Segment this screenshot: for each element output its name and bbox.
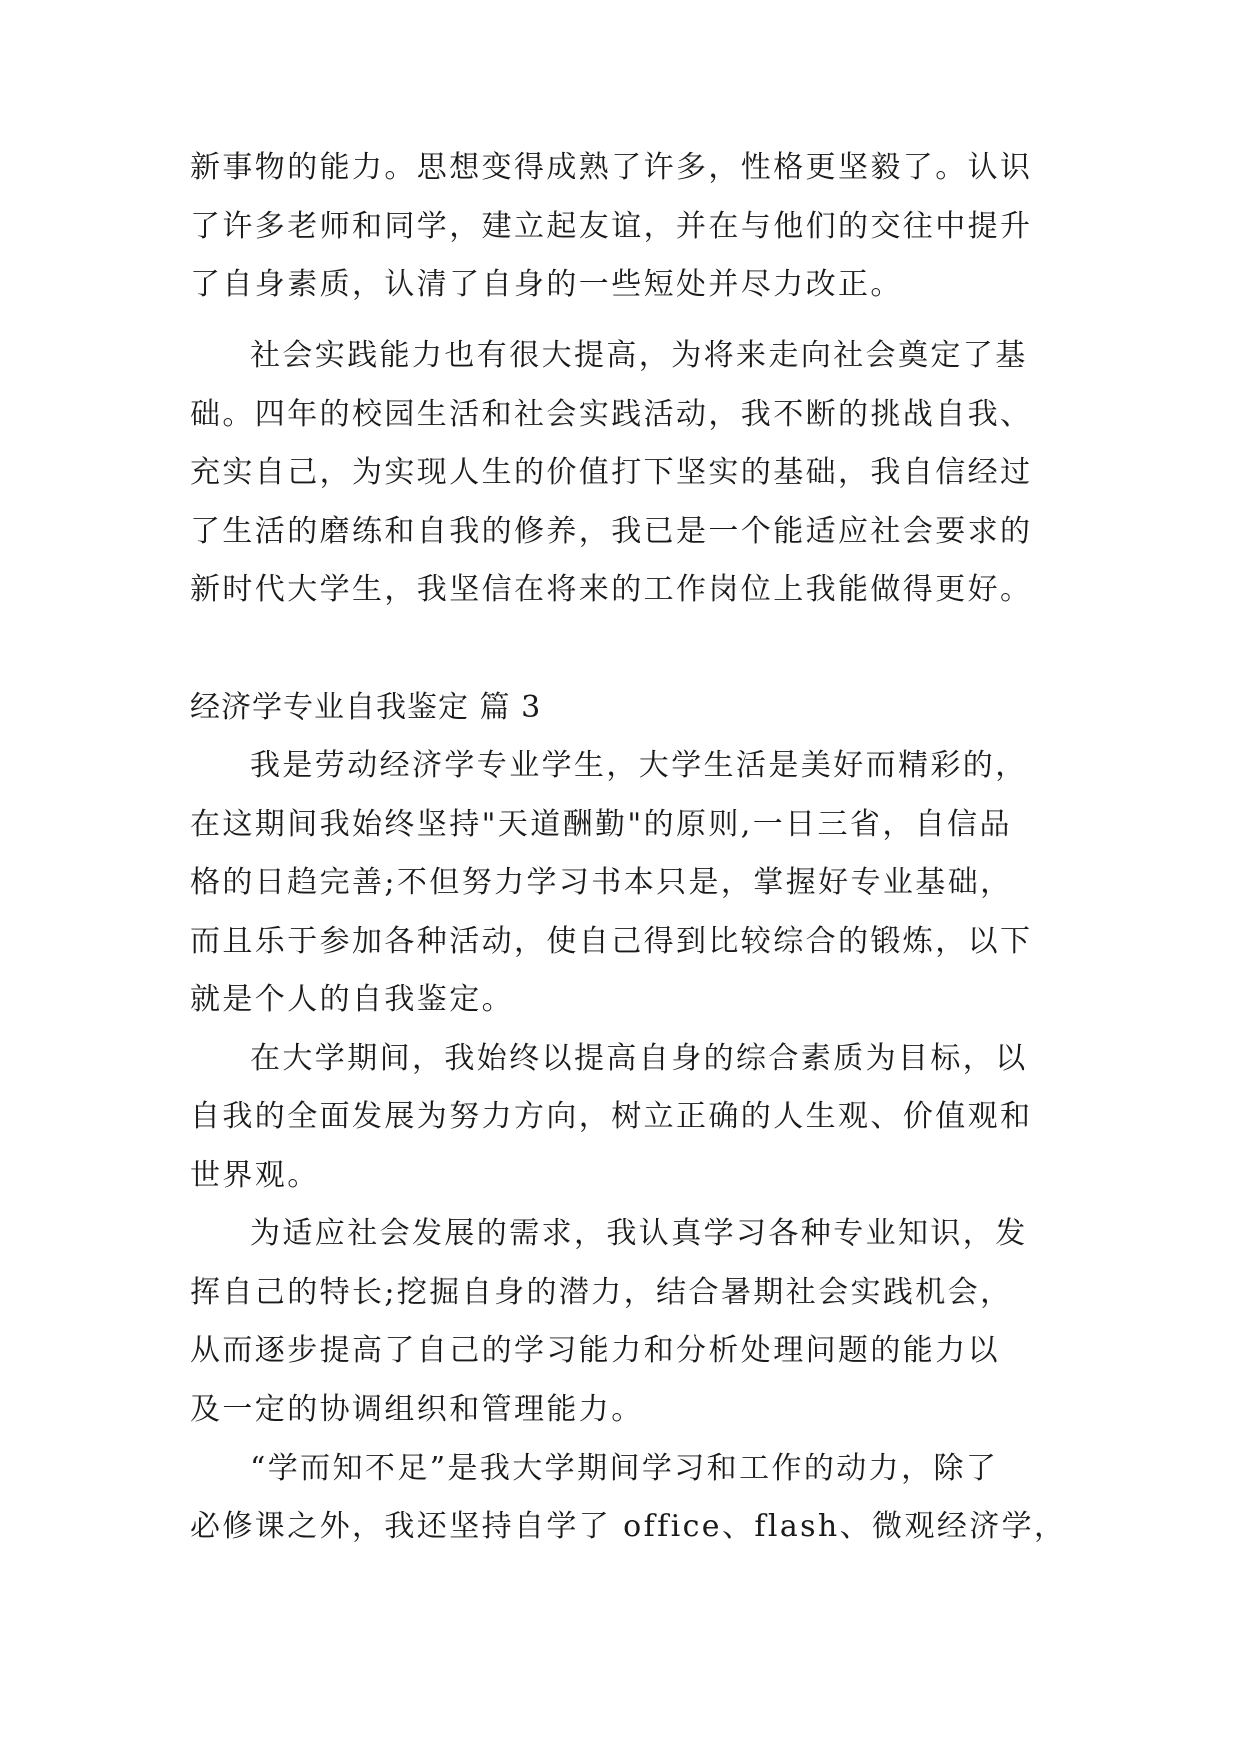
paragraph-line: 社会实践能力也有很大提高，为将来走向社会奠定了基 [250,338,1028,373]
paragraph-line: 在这期间我始终坚持"天道酬勤"的原则,一日三省，自信品 [190,807,1012,842]
paragraph-line: 为适应社会发展的需求，我认真学习各种专业知识，发 [250,1216,1028,1251]
paragraph-line: 了生活的磨练和自我的修养，我已是一个能适应社会要求的 [190,514,1033,549]
paragraph-line: 世界观。 [190,1158,320,1193]
paragraph-line: 就是个人的自我鉴定。 [190,982,514,1017]
paragraph-line: 格的日趋完善;不但努力学习书本只是，掌握好专业基础， [190,865,1013,900]
paragraph-line: 挥自己的特长;挖掘自身的潜力，结合暑期社会实践机会， [190,1275,1013,1310]
paragraph-line: “学而知不足”是我大学期间学习和工作的动力，除了 [250,1451,999,1486]
paragraph-line: 我是劳动经济学专业学生，大学生活是美好而精彩的， [250,748,1028,783]
paragraph-line: 充实自己，为实现人生的价值打下坚实的基础，我自信经过 [190,455,1033,490]
paragraph-line: 在大学期间，我始终以提高自身的综合素质为目标，以 [250,1041,1028,1076]
paragraph-line: 而且乐于参加各种活动，使自己得到比较综合的锻炼，以下 [190,924,1033,959]
section-heading: 经济学专业自我鉴定 篇 3 [190,690,542,725]
paragraph-line: 及一定的协调组织和管理能力。 [190,1392,644,1427]
paragraph-line: 从而逐步提高了自己的学习能力和分析处理问题的能力以 [190,1333,1000,1368]
paragraph-line: 新时代大学生，我坚信在将来的工作岗位上我能做得更好。 [190,572,1033,607]
paragraph-line: 础。四年的校园生活和社会实践活动，我不断的挑战自我、 [190,397,1033,432]
paragraph-line: 新事物的能力。思想变得成熟了许多，性格更坚毅了。认识 [190,150,1033,185]
paragraph-line: 必修课之外，我还坚持自学了 office、flash、微观经济学， [190,1509,1067,1544]
paragraph-line: 自我的全面发展为努力方向，树立正确的人生观、价值观和 [190,1099,1033,1134]
paragraph-line: 了自身素质，认清了自身的一些短处并尽力改正。 [190,267,903,302]
paragraph-line: 了许多老师和同学，建立起友谊，并在与他们的交往中提升 [190,209,1033,244]
